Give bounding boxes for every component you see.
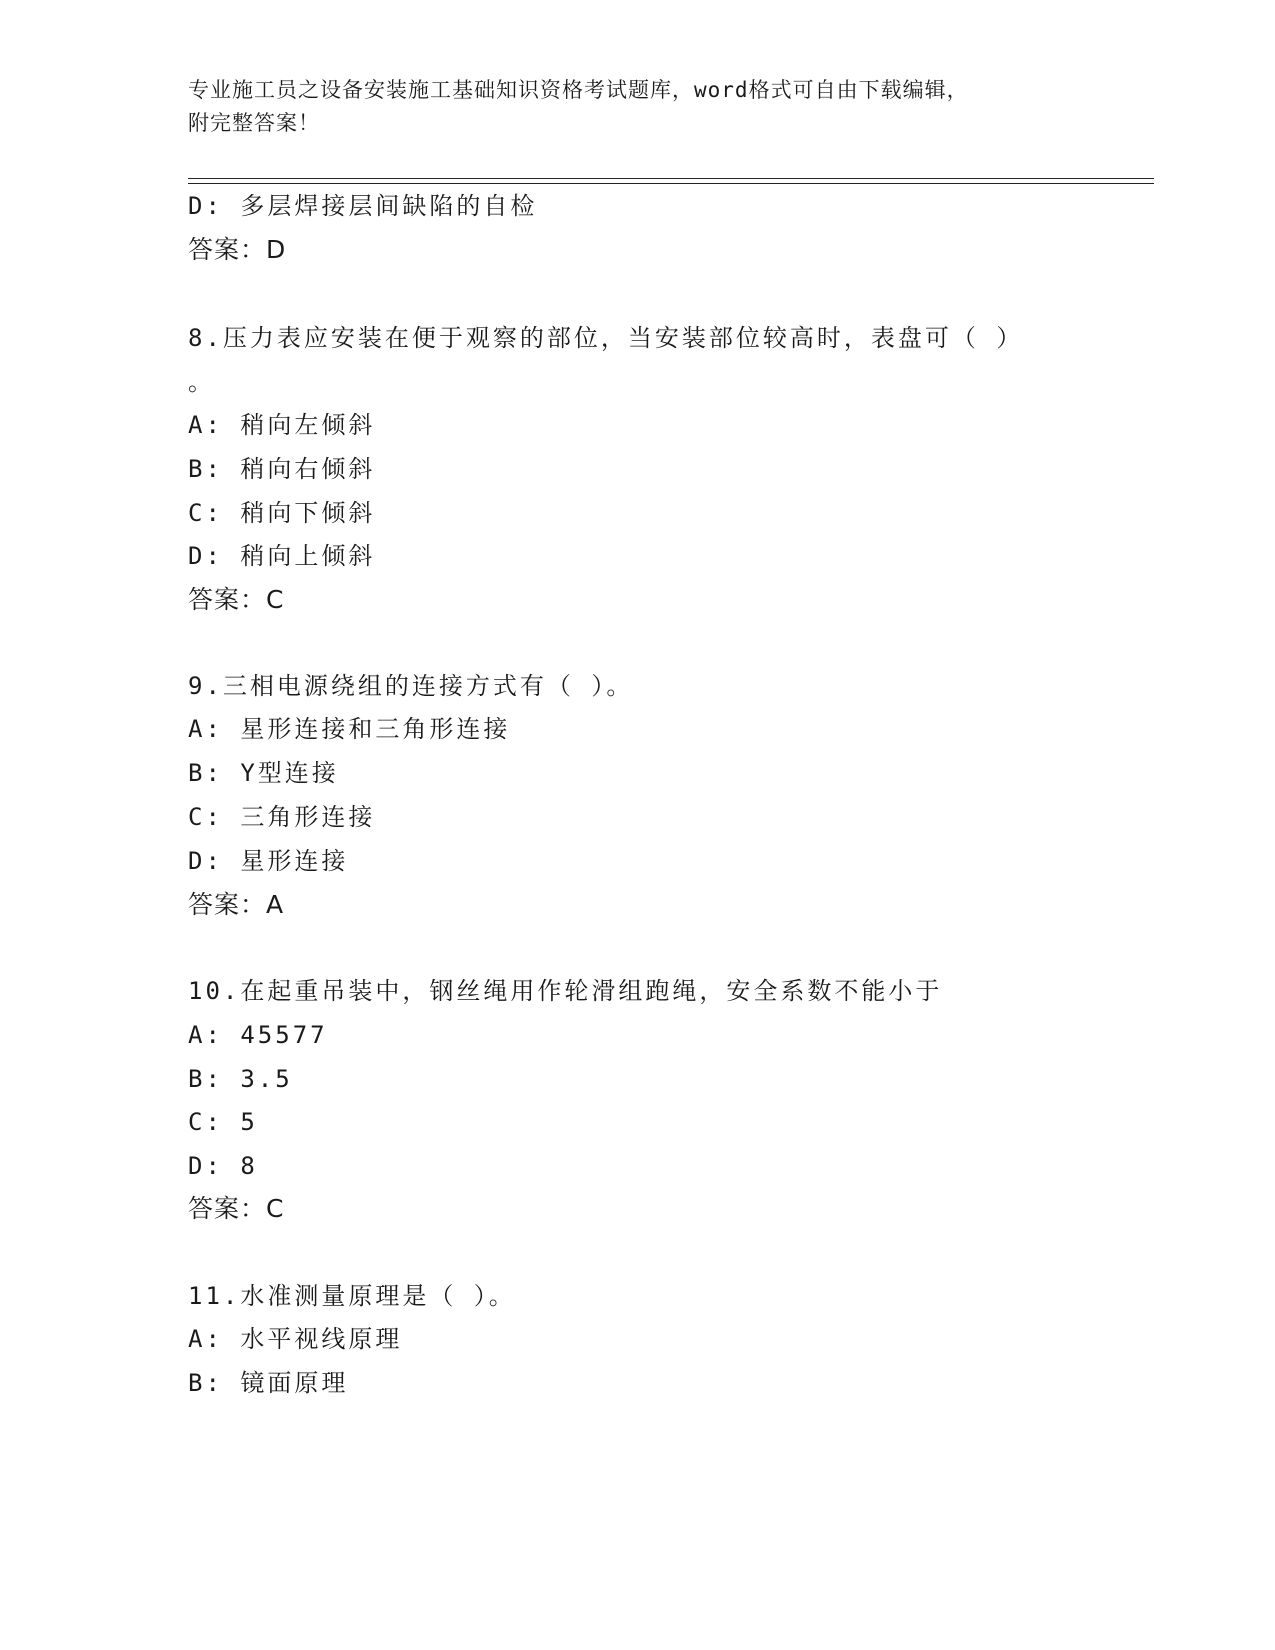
q10-option-b: B: 3.5 xyxy=(188,1065,293,1093)
q9-option-c: C: 三角形连接 xyxy=(188,803,376,831)
q9-option-d: D: 星形连接 xyxy=(188,847,349,875)
q8-option-d: D: 稍向上倾斜 xyxy=(188,542,376,570)
q9-stem: 9.三相电源绕组的连接方式有（ ）。 xyxy=(188,672,634,700)
header-title-line-1: 专业施工员之设备安装施工基础知识资格考试题库，word格式可自由下载编辑， xyxy=(188,78,969,102)
q8-option-b: B: 稍向右倾斜 xyxy=(188,455,376,483)
q11-stem: 11.水准测量原理是（ ）。 xyxy=(188,1282,516,1310)
q11-option-b: B: 镜面原理 xyxy=(188,1369,349,1397)
q8-option-a: A: 稍向左倾斜 xyxy=(188,411,376,439)
header-title-line-2: 附完整答案！ xyxy=(188,111,320,135)
q8-option-c: C: 稍向下倾斜 xyxy=(188,499,376,527)
prev-question-answer: 答案：D xyxy=(188,235,287,264)
q9-answer: 答案：A xyxy=(188,890,285,919)
q9-option-b: B: Y型连接 xyxy=(188,759,339,787)
q10-answer: 答案：C xyxy=(188,1194,285,1223)
header-divider-bottom xyxy=(188,183,1154,184)
prev-question-option-d: D: 多层焊接层间缺陷的自检 xyxy=(188,192,538,220)
q10-option-c: C: 5 xyxy=(188,1108,258,1136)
q10-stem: 10.在起重吊装中，钢丝绳用作轮滑组跑绳，安全系数不能小于 xyxy=(188,977,943,1005)
document-header xyxy=(188,74,1068,140)
q9-option-a: A: 星形连接和三角形连接 xyxy=(188,715,511,743)
q10-option-d: D: 8 xyxy=(188,1152,258,1180)
q8-answer: 答案：C xyxy=(188,585,285,614)
q8-stem-line-1: 8.压力表应安装在便于观察的部位，当安装部位较高时，表盘可（ ） xyxy=(188,324,1024,352)
q11-option-a: A: 水平视线原理 xyxy=(188,1325,403,1353)
q8-stem-line-2: 。 xyxy=(188,368,215,396)
header-divider-top xyxy=(188,178,1154,179)
q10-option-a: A: 45577 xyxy=(188,1021,328,1049)
